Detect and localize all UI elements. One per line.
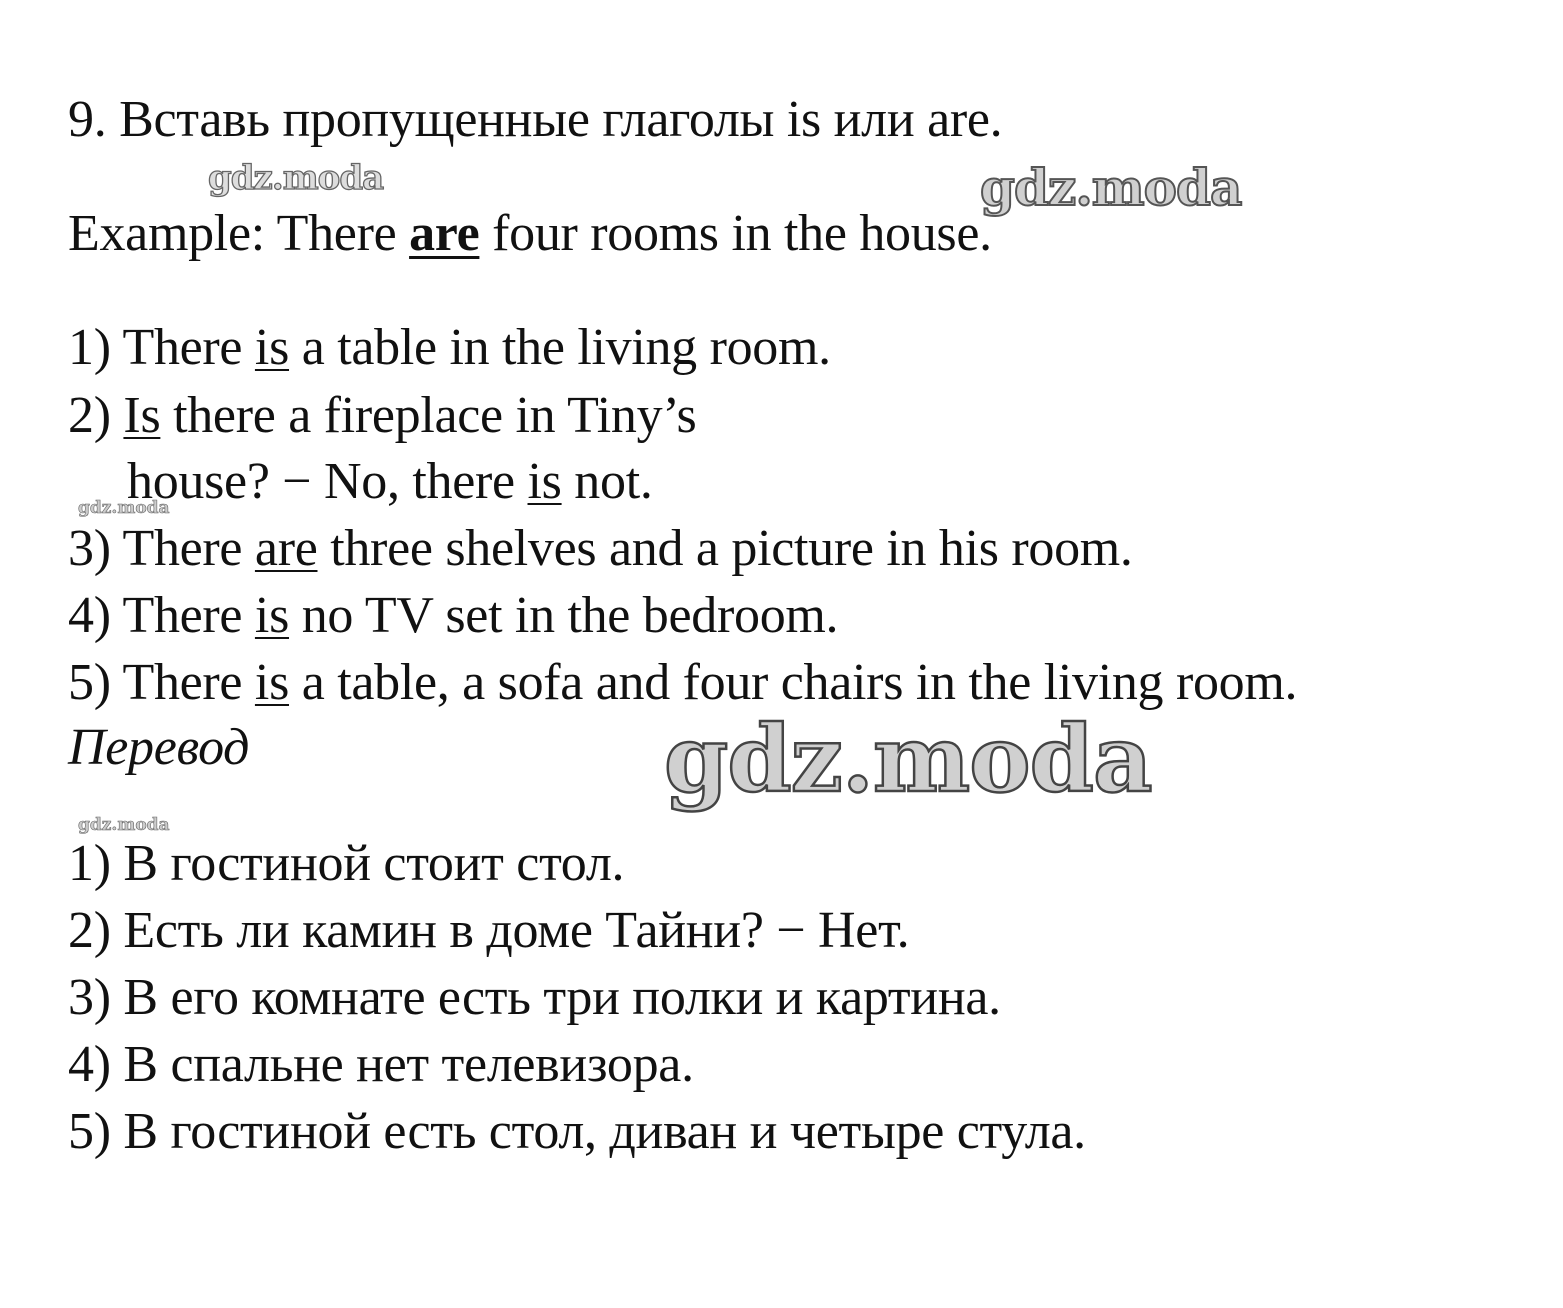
example-line [68,204,992,264]
translation-line-1: 1) В гостиной стоит стол. [68,835,625,892]
watermark-logo: gdz.moda [664,705,1152,813]
watermark-logo: gdz.moda [78,815,170,835]
watermark-logo: gdz.moda [208,158,384,198]
answer-verb: is [527,453,562,510]
answer-line-4 [68,586,838,646]
answer-suffix: there a fireplace in Tiny’s [160,387,697,444]
answer-suffix: a table in the living room. [289,319,831,376]
translation-line-2: 2) Есть ли камин в доме Тайни? − Нет. [68,902,910,959]
answer-prefix: 4) There [68,587,255,644]
translation-heading: Перевод [68,719,250,776]
example-suffix: four rooms in the house. [479,205,992,262]
answer-verb: is [254,319,290,376]
answer-prefix: 2) [68,387,124,444]
watermark-logo: gdz.moda [78,498,170,518]
answer-verb: are [254,520,318,577]
answer-suffix: a table, a sofa and four chairs in the living room. [289,654,1298,711]
answer-suffix: not. [561,453,653,510]
answer-line-2 [68,386,696,446]
answer-prefix: 3) There [68,520,255,577]
translation-line-4: 4) В спальне нет телевизора. [68,1036,694,1093]
answer-prefix: 1) There [68,319,255,376]
answer-line-3 [68,519,1133,579]
answer-suffix: no TV set in the bedroom. [289,587,839,644]
watermark-logo: gdz.moda [980,158,1242,217]
answer-line-5 [68,653,1297,713]
answer-suffix: three shelves and a picture in his room. [317,520,1133,577]
example-prefix: Example: There [68,205,410,262]
answer-verb: Is [123,387,161,444]
answer-prefix: house? − No, there [127,453,528,510]
example-answer: are [409,205,480,262]
translation-line-3: 3) В его комнате есть три полки и картина. [68,969,1001,1026]
task-title: 9. Вставь пропущенные глаголы is или are. [68,91,1003,148]
answer-verb: is [254,587,290,644]
translation-line-5: 5) В гостиной есть стол, диван и четыре стула. [68,1103,1086,1160]
answer-line-1 [68,318,831,378]
answer-verb: is [254,654,290,711]
answer-prefix: 5) There [68,654,255,711]
answer-line-2-continuation [127,452,653,512]
